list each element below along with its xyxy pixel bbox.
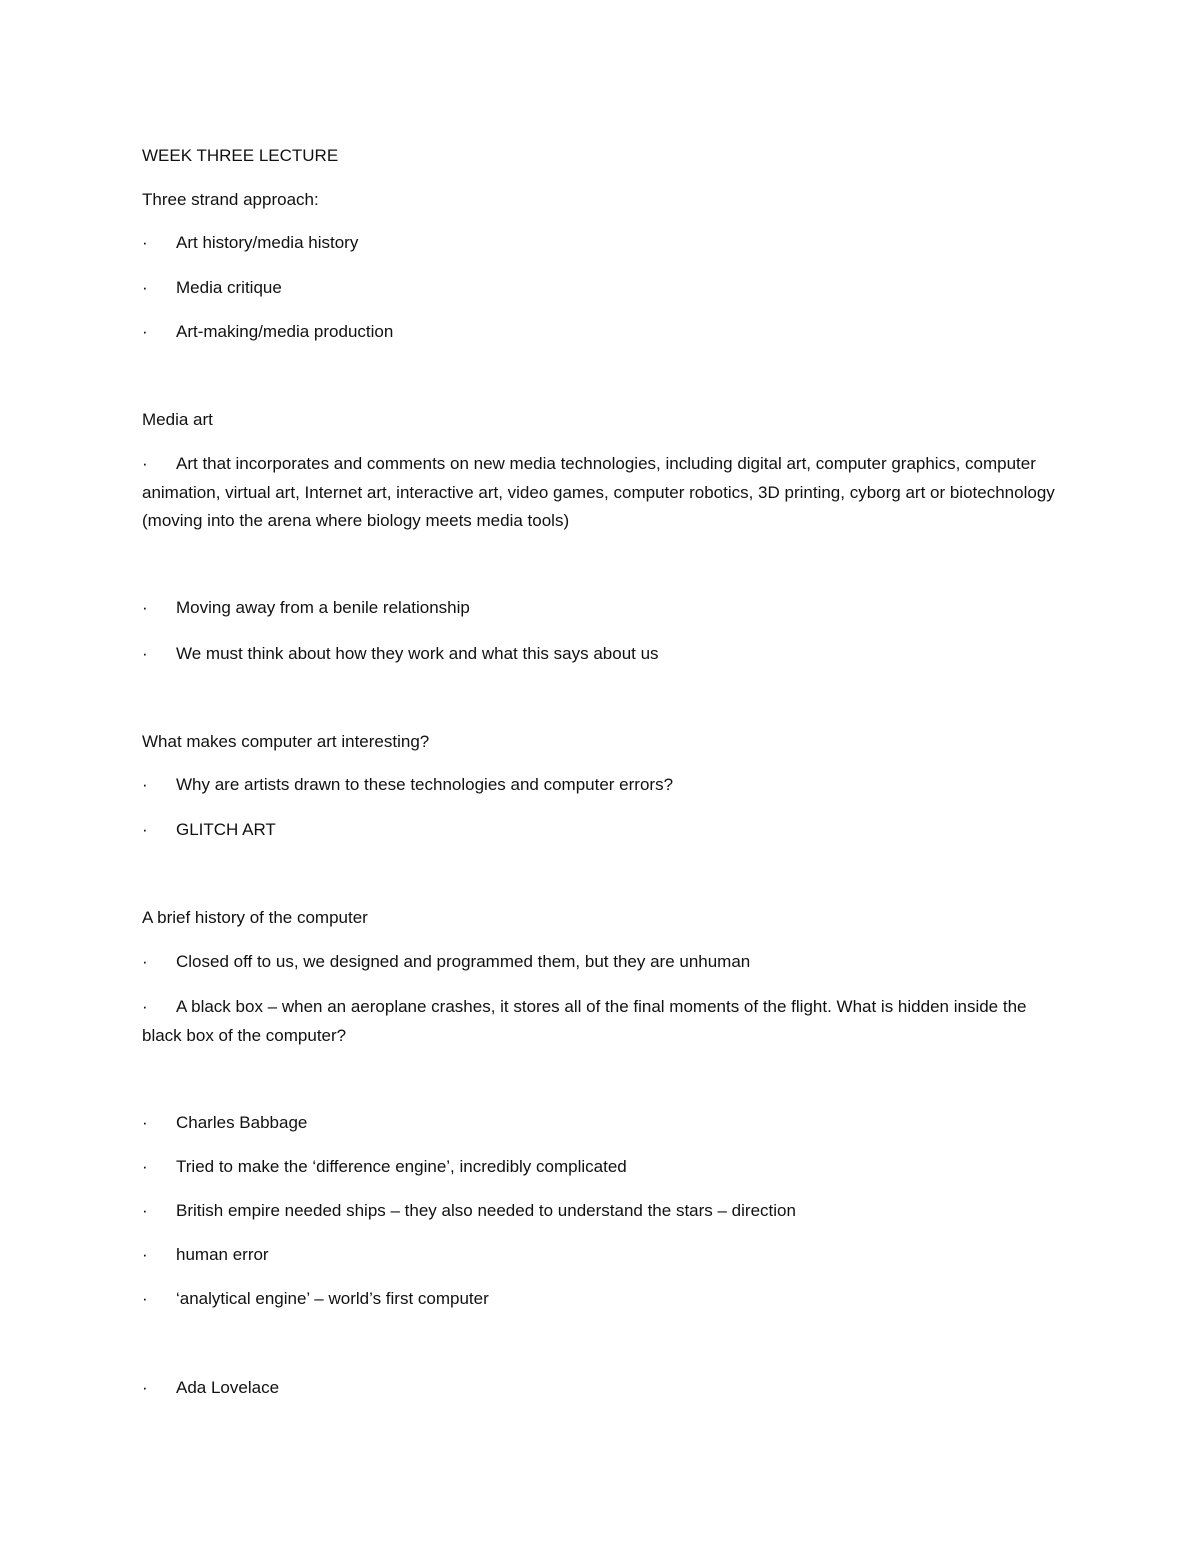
bullet-marker: · [142,454,148,473]
list-item: British empire needed ships – they also needed to understand the stars – direction [176,1201,796,1220]
list-item: human error [176,1245,269,1264]
bullet-marker: · [142,1113,148,1132]
page-title: WEEK THREE LECTURE [142,146,339,165]
list-item: Charles Babbage [176,1113,308,1132]
section-heading-three-strand: Three strand approach: [142,190,319,209]
bullet-marker: · [142,233,148,252]
list-item: Why are artists drawn to these technologies and computer errors? [176,775,674,794]
list-item: Ada Lovelace [176,1378,280,1397]
list-item: Tried to make the ‘difference engine’, incredibly complicated [176,1157,627,1176]
bullet-marker: · [142,997,148,1016]
paragraph-text: Art that incorporates and comments on new media technologies, including digital art, computer graphics, computer animation, virtual art, Internet art, interactive art, video games, computer robotics, 3D printing, cyborg art or biotechnology (moving into the arena where biology meets media tools) [142,454,1055,530]
section-heading-computer-art: What makes computer art interesting? [142,732,430,751]
bullet-marker: · [142,952,148,971]
paragraph-text: A black box – when an aeroplane crashes, it stores all of the final moments of the flight. What is hidden inside the black box of the computer? [142,997,1027,1045]
list-item: Art history/media history [176,233,359,252]
section-heading-history: A brief history of the computer [142,908,368,927]
bullet-marker: · [142,775,148,794]
list-item: Media critique [176,278,282,297]
bullet-marker: · [142,820,148,839]
media-art-paragraph [142,450,1062,536]
black-box-paragraph [142,993,1062,1050]
list-item: Moving away from a benile relationship [176,598,470,617]
list-item: GLITCH ART [176,820,276,839]
bullet-marker: · [142,1245,148,1264]
section-heading-media-art: Media art [142,410,213,429]
bullet-marker: · [142,278,148,297]
list-item: Closed off to us, we designed and programmed them, but they are unhuman [176,952,751,971]
bullet-marker: · [142,1201,148,1220]
bullet-marker: · [142,644,148,663]
bullet-marker: · [142,322,148,341]
bullet-marker: · [142,1378,148,1397]
bullet-marker: · [142,598,148,617]
list-item: We must think about how they work and what this says about us [176,644,659,663]
bullet-marker: · [142,1157,148,1176]
list-item: ‘analytical engine’ – world’s first computer [176,1289,489,1308]
bullet-marker: · [142,1289,148,1308]
list-item: Art-making/media production [176,322,394,341]
